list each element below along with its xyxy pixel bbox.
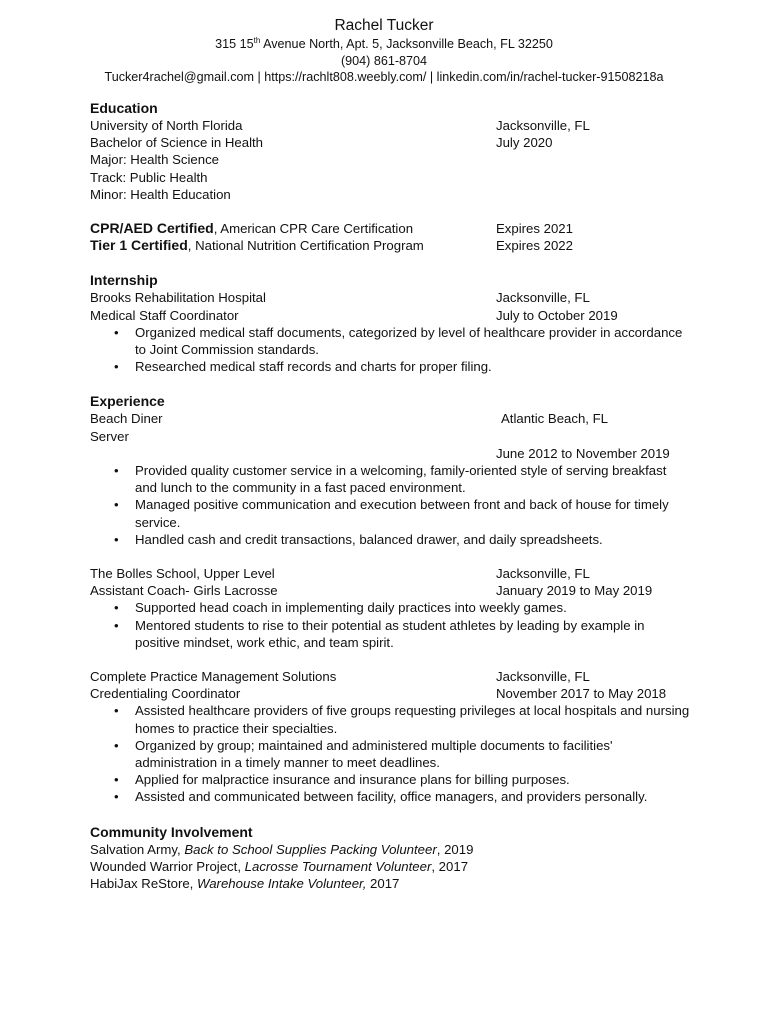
address-street: Avenue North, Apt. 5, Jacksonville Beach, FL 32250 xyxy=(260,37,553,51)
bullet-icon: • xyxy=(114,324,119,340)
job-org-row xyxy=(90,410,690,427)
job-org-row xyxy=(90,668,690,685)
job-date: January 2019 to May 2019 xyxy=(496,583,653,599)
list-item: • Assisted and communicated between facility, office managers, and providers personally. xyxy=(114,789,648,805)
job-bullets xyxy=(90,702,690,805)
list-item: • Provided quality customer service in a welcoming, family-oriented style of serving breakfast and lunch to the community in a fast paced environment. xyxy=(114,462,667,496)
job-role-row xyxy=(90,685,690,702)
community-item: Wounded Warrior Project, Lacrosse Tournament Volunteer, 2017 xyxy=(90,858,469,874)
resume-body xyxy=(90,99,690,892)
bullet-icon: • xyxy=(114,462,119,478)
bullet-icon: • xyxy=(114,789,119,805)
bullet-icon: • xyxy=(114,359,119,375)
certification-title: CPR/AED Certified xyxy=(90,219,214,236)
job-org: The Bolles School, Upper Level xyxy=(90,565,275,581)
bullet-icon: • xyxy=(114,703,119,719)
internship-location: Jacksonville, FL xyxy=(496,290,590,306)
community-item: HabiJax ReStore, Warehouse Intake Volunteer, 2017 xyxy=(90,875,400,891)
resume-header xyxy=(0,16,768,86)
education-school-row xyxy=(90,117,690,134)
job-bullets xyxy=(90,462,690,548)
degree-date: July 2020 xyxy=(496,135,553,151)
internship-role-row xyxy=(90,307,690,324)
bullet-icon: • xyxy=(114,600,119,616)
minor: Minor: Health Education xyxy=(90,186,231,202)
list-item: • Managed positive communication and execution between front and back of house for timely service. xyxy=(114,497,669,530)
track: Track: Public Health xyxy=(90,169,208,185)
certification-org: , National Nutrition Certification Program xyxy=(187,238,424,254)
major: Major: Health Science xyxy=(90,152,220,168)
list-item: • Assisted healthcare providers of five groups requesting privileges at local hospitals and nursing homes to practice their specialties. xyxy=(114,703,690,736)
internship-org: Brooks Rehabilitation Hospital xyxy=(90,290,266,306)
list-item: • Handled cash and credit transactions, balanced drawer, and daily spreadsheets. xyxy=(114,531,603,547)
internship-bullets xyxy=(90,324,690,376)
internship-org-row xyxy=(90,289,690,306)
job-org: Beach Diner xyxy=(90,411,163,427)
school-location: Jacksonville, FL xyxy=(496,118,590,133)
job-date-row xyxy=(90,445,690,462)
bullet-icon: • xyxy=(114,531,119,547)
certification-row xyxy=(90,237,690,254)
community-heading: Community Involvement xyxy=(90,823,253,840)
list-item: • Organized by group; maintained and administered multiple documents to facilities' administration in a timely manner to meet deadlines. xyxy=(114,737,613,770)
job-location: Jacksonville, FL xyxy=(496,668,590,684)
experience-heading: Experience xyxy=(90,393,165,410)
job-role: Assistant Coach- Girls Lacrosse xyxy=(90,583,278,599)
list-item: • Applied for malpractice insurance and insurance plans for billing purposes. xyxy=(114,772,570,788)
address-number: 315 15 xyxy=(215,37,254,51)
bullet-icon: • xyxy=(114,497,119,513)
internship-date: July to October 2019 xyxy=(496,307,618,323)
job-role: Server xyxy=(90,428,129,444)
bullet-icon: • xyxy=(114,737,119,753)
job-org-row xyxy=(90,565,690,582)
community-item: Salvation Army, Back to School Supplies Packing Volunteer, 2019 xyxy=(90,841,474,857)
job-bullets xyxy=(90,599,690,651)
address-superscript: th xyxy=(253,35,261,45)
job-role-row xyxy=(90,582,690,599)
certification-row xyxy=(90,220,690,237)
certification-expiry: Expires 2021 xyxy=(496,220,573,236)
contact-links: Tucker4rachel@gmail.com | https://rachlt808.weebly.com/ | linkedin.com/in/rachel-tucker-91508218a xyxy=(104,70,664,85)
list-item: • Supported head coach in implementing daily practices into weekly games. xyxy=(114,600,567,616)
certification-expiry: Expires 2022 xyxy=(496,238,573,254)
list-item: • Researched medical staff records and charts for proper filing. xyxy=(114,359,492,375)
job-role: Credentialing Coordinator xyxy=(90,686,241,702)
job-location: Atlantic Beach, FL xyxy=(501,411,609,427)
job-date: November 2017 to May 2018 xyxy=(496,686,667,702)
internship-role: Medical Staff Coordinator xyxy=(90,307,239,323)
degree: Bachelor of Science in Health xyxy=(90,135,264,151)
address xyxy=(0,36,768,53)
candidate-name: Rachel Tucker xyxy=(334,17,434,34)
job-date: June 2012 to November 2019 xyxy=(496,445,670,461)
phone: (904) 861-8704 xyxy=(340,53,428,68)
internship-heading: Internship xyxy=(90,272,158,289)
certification-title: Tier 1 Certified xyxy=(90,237,188,254)
bullet-icon: • xyxy=(114,617,119,633)
certification-org: , American CPR Care Certification xyxy=(213,220,414,236)
list-item: • Mentored students to rise to their potential as student athletes by leading by example in positive mindset, work ethic, and team spirit. xyxy=(114,617,645,650)
education-heading: Education xyxy=(90,100,158,116)
education-degree-row xyxy=(90,134,690,151)
bullet-icon: • xyxy=(114,772,119,788)
job-org: Complete Practice Management Solutions xyxy=(90,668,337,684)
list-item: • Organized medical staff documents, categorized by level of healthcare provider in accordance to Joint Commission standards. xyxy=(114,324,683,357)
school-name: University of North Florida xyxy=(90,118,243,133)
job-location: Jacksonville, FL xyxy=(496,565,590,581)
